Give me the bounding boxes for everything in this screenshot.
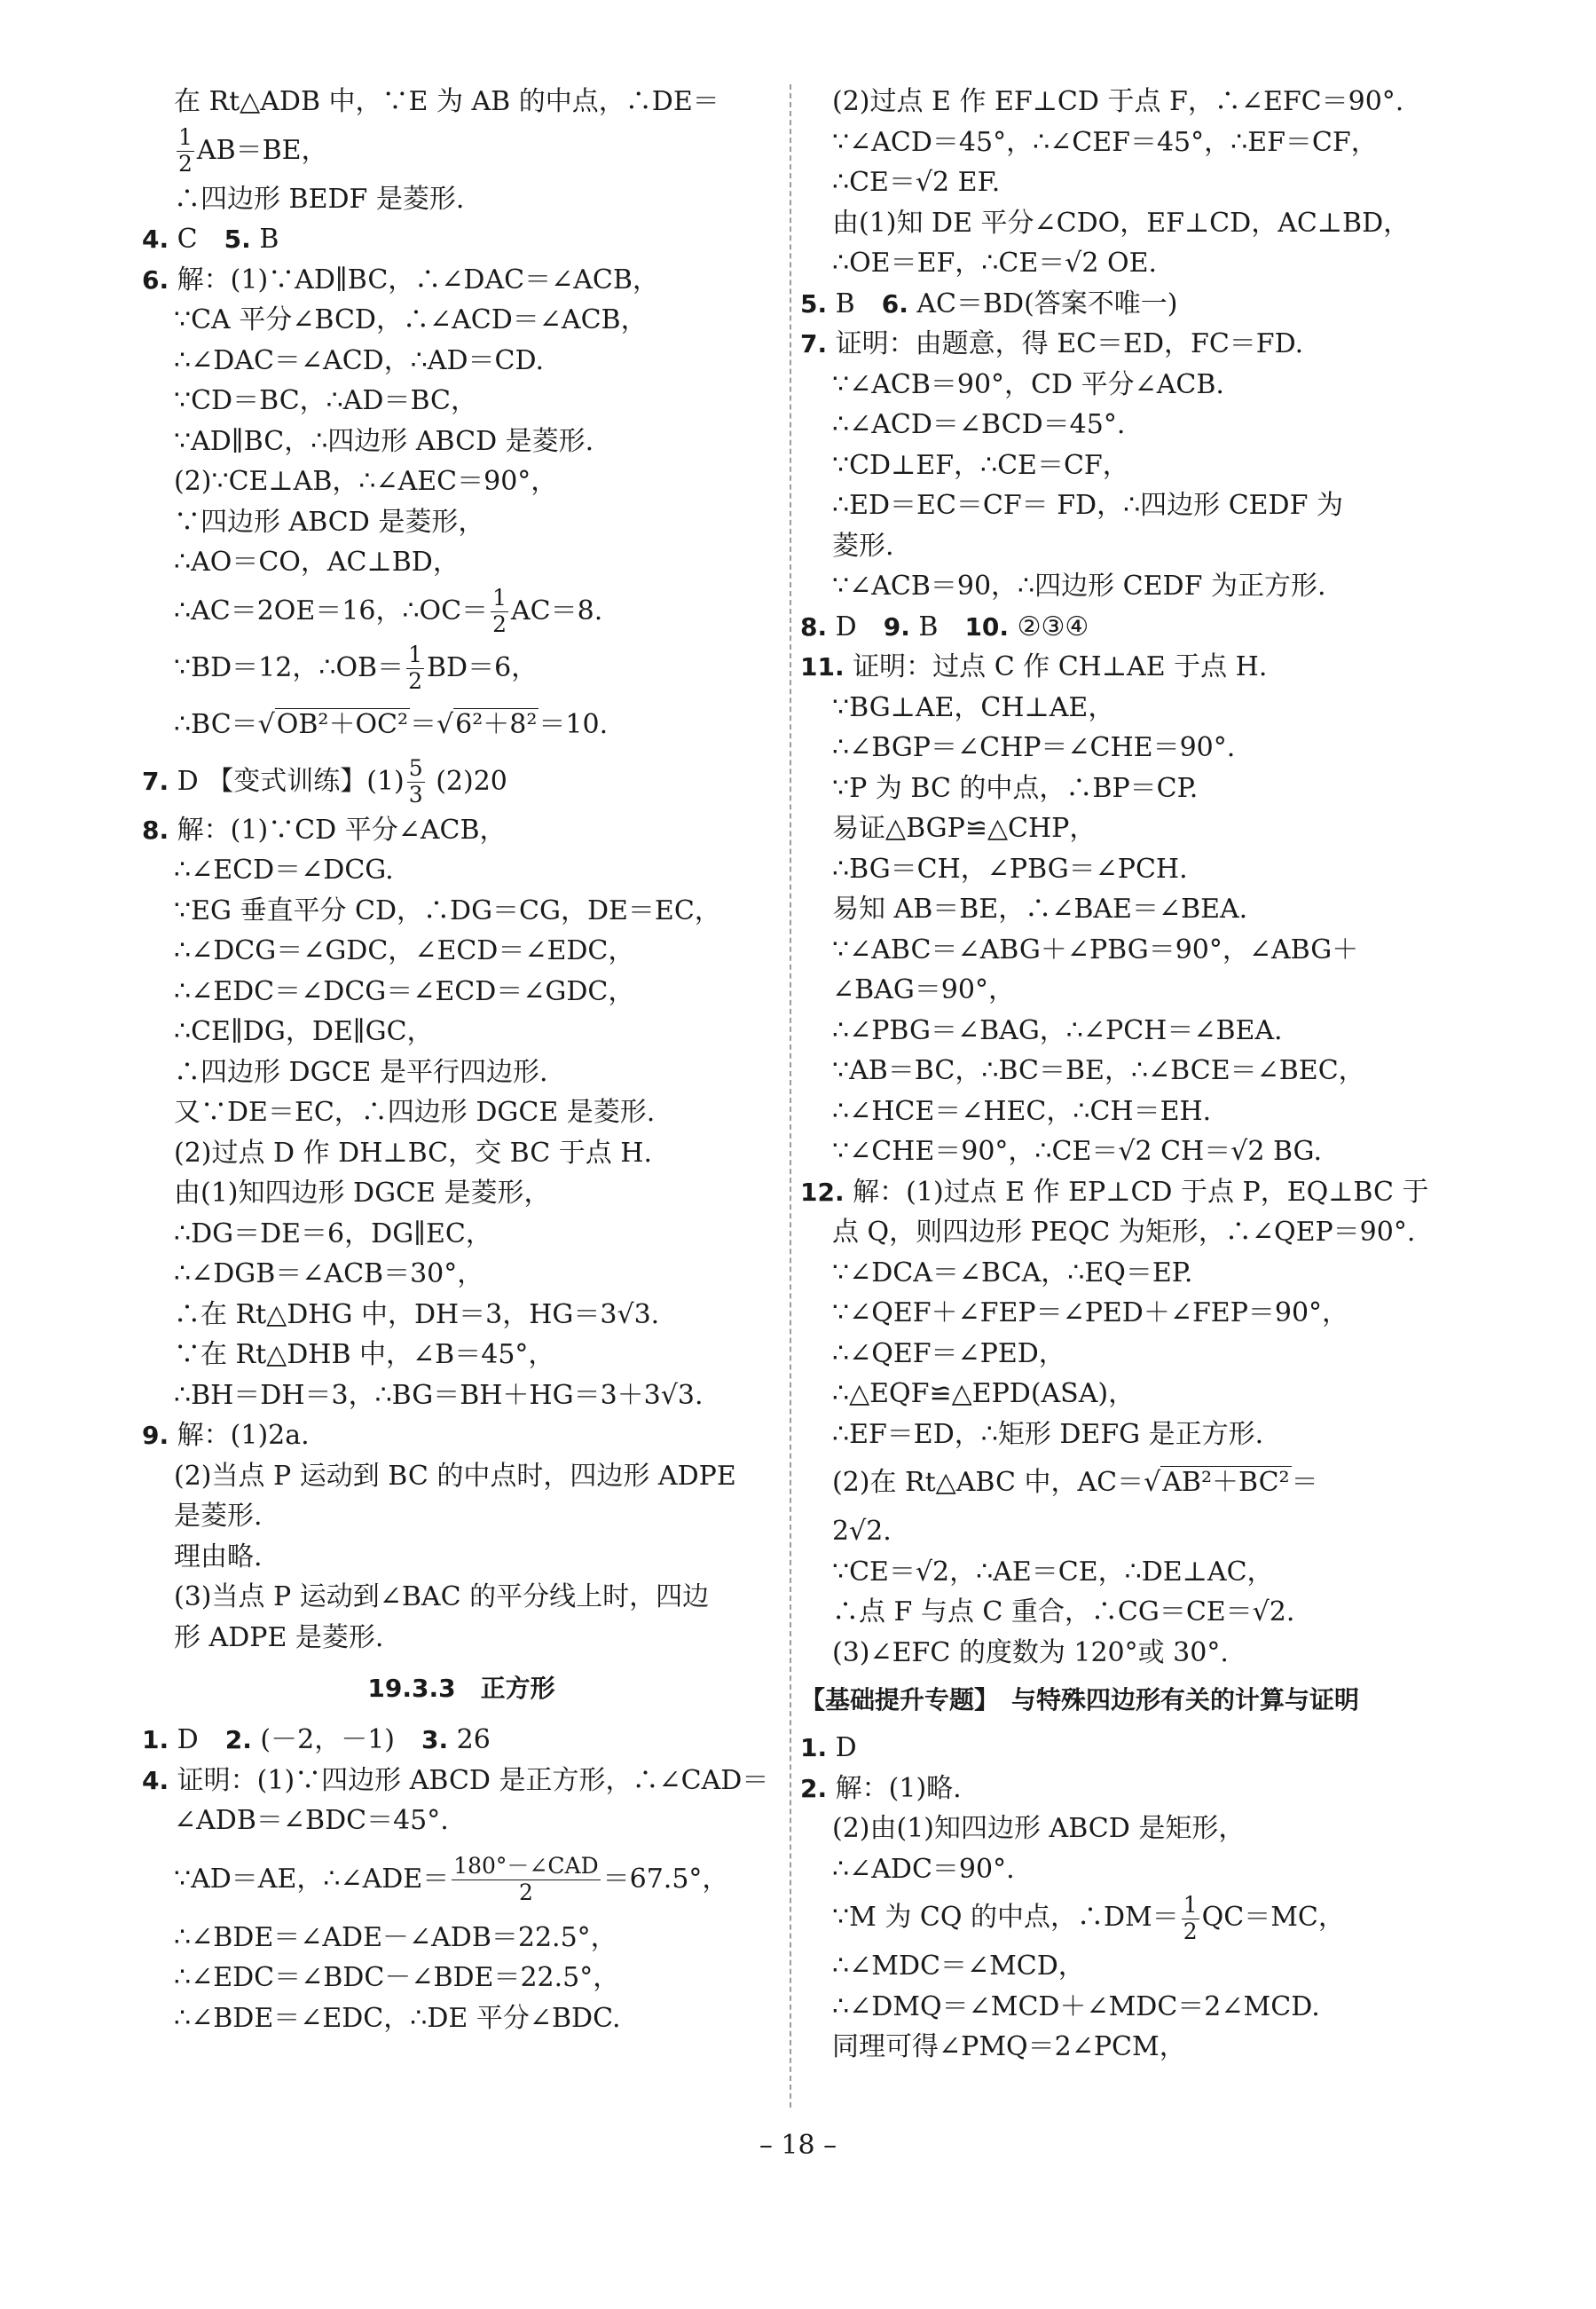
text-line: ∴∠ACD＝∠BCD＝45°. bbox=[832, 409, 1126, 440]
question-11: 11. 证明：过点 C 作 CH⊥AE 于点 H. bbox=[800, 651, 1268, 682]
text-line: ∴点 F 与点 C 重合，∴CG＝CE＝√2. bbox=[832, 1596, 1295, 1627]
text-line: (2)∵CE⊥AB，∴∠AEC＝90°， bbox=[174, 466, 558, 497]
question-7: 7. 证明：由题意，得 EC＝ED，FC＝FD. bbox=[800, 328, 1304, 359]
text-line: ∵四边形 ABCD 是菱形， bbox=[174, 506, 485, 538]
fraction: $\frac{1}{2}$ bbox=[1183, 1891, 1198, 1944]
text-line: ∵BG⊥AE，CH⊥AE， bbox=[832, 691, 1115, 723]
radical: 6²＋8² bbox=[455, 708, 538, 740]
question-12: 12. 解：(1)过点 E 作 EP⊥CD 于点 P，EQ⊥BC 于 bbox=[800, 1176, 1429, 1208]
text-line: ∴EF＝ED，∴矩形 DEFG 是正方形. bbox=[832, 1418, 1264, 1450]
text-line: ∴BG＝CH，∠PBG＝∠PCH. bbox=[832, 853, 1188, 885]
text-line: ∵∠ACB＝90°，CD 平分∠ACB. bbox=[832, 368, 1224, 400]
text-line: 在 Rt△ADB 中，∵E 为 AB 的中点，∴DE＝ bbox=[174, 86, 719, 117]
text-line: (2)过点 D 作 DH⊥BC，交 BC 于点 H. bbox=[174, 1137, 653, 1169]
fraction: $\frac{5}{3}$ bbox=[408, 755, 423, 808]
fraction: $\frac{\text{180°－∠CAD}}{2}$ bbox=[453, 1853, 599, 1905]
text-line: ∴∠ECD＝∠DCG. bbox=[174, 855, 394, 886]
text-line: ∴∠DMQ＝∠MCD＋∠MDC＝2∠MCD. bbox=[832, 1990, 1320, 2022]
text-line: (2)过点 E 作 EF⊥CD 于点 F，∴∠EFC＝90°. bbox=[832, 86, 1404, 117]
text-line: $\frac{1}{2}$ AB＝BE， bbox=[178, 124, 328, 177]
text-line: ∴∠BDE＝∠ADE－∠ADB＝22.5°， bbox=[174, 1921, 617, 1953]
text-line: 点 Q，则四边形 PEQC 为矩形，∴∠QEP＝90°. bbox=[832, 1217, 1416, 1248]
fraction: $\frac{1}{2}$ bbox=[408, 642, 422, 694]
fraction: $\frac{1}{2}$ bbox=[178, 124, 193, 177]
text-line: ∴∠QEF＝∠PED， bbox=[832, 1337, 1065, 1369]
text-line: 由(1)知 DE 平分∠CDO，EF⊥CD，AC⊥BD， bbox=[832, 207, 1411, 239]
right-column bbox=[800, 82, 1448, 2068]
section-title: 19.3.3 正方形 bbox=[367, 1674, 555, 1703]
text-line: ∴∠DGB＝∠ACB＝30°， bbox=[174, 1258, 484, 1289]
text-line: ∴BC＝√OB²＋OC²＝√6²＋8²＝10. bbox=[174, 708, 609, 740]
text-line: 是菱形. bbox=[174, 1501, 263, 1532]
question-4: 4. 证明：(1)∵四边形 ABCD 是正方形，∴∠CAD＝ bbox=[142, 1764, 769, 1796]
text-line: 易证△BGP≌△CHP， bbox=[832, 813, 1097, 844]
text-line: ∴在 Rt△DHG 中，DH＝3，HG＝3√3. bbox=[174, 1298, 660, 1330]
text-line: (3)∠EFC 的度数为 120°或 30°. bbox=[832, 1636, 1229, 1668]
answer-line: 1. D 2. (－2，－1) 3. 26 bbox=[142, 1724, 491, 1755]
text-line: ∴∠DCG＝∠GDC，∠ECD＝∠EDC， bbox=[174, 935, 635, 966]
answer-line: 4. C 5. B bbox=[142, 224, 279, 255]
text-line: ∠BAG＝90°， bbox=[832, 974, 1015, 1005]
text-line: 菱形. bbox=[832, 530, 894, 562]
text-line: 理由略. bbox=[174, 1541, 263, 1572]
text-line: ∴CE∥DG，DE∥GC， bbox=[174, 1016, 434, 1047]
text-line: ∠ADB＝∠BDC＝45°. bbox=[174, 1805, 449, 1836]
text-line: ∴∠MDC＝∠MCD， bbox=[832, 1950, 1085, 1982]
text-line: ∴CE＝√2 EF. bbox=[832, 167, 1001, 198]
answer-line: 1. D bbox=[800, 1732, 857, 1763]
text-line: ∴ED＝EC＝CF＝ FD，∴四边形 CEDF 为 bbox=[832, 490, 1343, 521]
question-2: 2. 解：(1)略. bbox=[800, 1772, 962, 1804]
radical: AB²＋BC² bbox=[1162, 1467, 1290, 1498]
text-line: ∴∠BDE＝∠EDC，∴DE 平分∠BDC. bbox=[174, 2002, 621, 2034]
text-line: 由(1)知四边形 DGCE 是菱形， bbox=[174, 1178, 551, 1209]
page-number: – 18 – bbox=[759, 2130, 837, 2161]
text-line: ∵∠CHE＝90°，∴CE＝√2 CH＝√2 BG. bbox=[832, 1136, 1322, 1167]
text-line: ∵AD∥BC，∴四边形 ABCD 是菱形. bbox=[174, 425, 594, 457]
text-line: ∵在 Rt△DHB 中，∠B＝45°， bbox=[174, 1339, 555, 1370]
text-line: ∵EG 垂直平分 CD，∴DG＝CG，DE＝EC， bbox=[174, 894, 721, 926]
text-line: (2)在 Rt△ABC 中，AC＝√AB²＋BC²＝ bbox=[832, 1467, 1318, 1498]
text-line: 形 ADPE 是菱形. bbox=[174, 1621, 384, 1653]
text-line: 同理可得∠PMQ＝2∠PCM， bbox=[832, 2031, 1186, 2062]
text-line: ∴DG＝DE＝6，DG∥EC， bbox=[174, 1218, 492, 1249]
text-line: ∵BD＝12，∴OB＝ $\frac{1}{2}$ BD＝6， bbox=[174, 642, 539, 694]
text-line: (3)当点 P 运动到∠BAC 的平分线上时，四边 bbox=[174, 1581, 710, 1612]
text-line: ∴∠DAC＝∠ACD，∴AD＝CD. bbox=[174, 344, 544, 376]
text-line: ∴∠BGP＝∠CHP＝∠CHE＝90°. bbox=[832, 732, 1236, 763]
text-line: ∴∠HCE＝∠HEC，∴CH＝EH. bbox=[832, 1095, 1212, 1127]
text-line: ∵P 为 BC 的中点，∴BP＝CP. bbox=[832, 772, 1199, 804]
question-6: 6. 解：(1)∵AD∥BC，∴∠DAC＝∠ACB， bbox=[142, 264, 659, 296]
text-line: ∵∠DCA＝∠BCA，∴EQ＝EP. bbox=[832, 1257, 1193, 1288]
text-line: ∴OE＝EF，∴CE＝√2 OE. bbox=[832, 248, 1158, 279]
text-line: ∵CE＝√2，∴AE＝CE，∴DE⊥AC， bbox=[832, 1556, 1274, 1588]
text-line: 易知 AB＝BE，∴∠BAE＝∠BEA. bbox=[832, 894, 1248, 925]
question-8: 8. 解：(1)∵CD 平分∠ACB， bbox=[142, 814, 507, 846]
column-divider bbox=[790, 84, 791, 2108]
text-line: ∴四边形 DGCE 是平行四边形. bbox=[174, 1056, 548, 1088]
fraction: $\frac{1}{2}$ bbox=[492, 585, 507, 637]
question-7: 7. D 【变式训练】(1) $\frac{5}{3}$ (2)20 bbox=[142, 755, 507, 808]
text-line: ∴∠ADC＝90°. bbox=[832, 1853, 1015, 1885]
text-line: ∴∠PBG＝∠BAG，∴∠PCH＝∠BEA. bbox=[832, 1014, 1283, 1046]
text-line: 又∵DE＝EC，∴四边形 DGCE 是菱形. bbox=[174, 1097, 656, 1128]
answer-line: 5. B 6. AC＝BD(答案不唯一) bbox=[800, 288, 1178, 319]
text-line: ∴AO＝CO，AC⊥BD， bbox=[174, 547, 460, 578]
text-line: ∵∠QEF＋∠FEP＝∠PED＋∠FEP＝90°， bbox=[832, 1297, 1349, 1328]
radical: OB²＋OC² bbox=[276, 708, 409, 740]
text-line: ∴AC＝2OE＝16，∴OC＝ $\frac{1}{2}$ AC＝8. bbox=[174, 585, 603, 637]
text-line: ∴∠EDC＝∠BDC－∠BDE＝22.5°， bbox=[174, 1962, 620, 1993]
text-line: ∵∠ACB＝90，∴四边形 CEDF 为正方形. bbox=[832, 571, 1326, 602]
text-line: ∵∠ABC＝∠ABG＋∠PBG＝90°，∠ABG＋ bbox=[832, 934, 1359, 965]
text-line: ∵CD⊥EF，∴CE＝CF， bbox=[832, 449, 1129, 481]
text-line: ∵M 为 CQ 的中点，∴DM＝ $\frac{1}{2}$ QC＝MC， bbox=[832, 1891, 1345, 1944]
text-line: ∴∠EDC＝∠DCG＝∠ECD＝∠GDC， bbox=[174, 975, 635, 1007]
text-line: ∵AB＝BC，∴BC＝BE，∴∠BCE＝∠BEC， bbox=[832, 1055, 1365, 1086]
text-line: 2√2. bbox=[832, 1516, 892, 1547]
text-line: ∵∠ACD＝45°，∴∠CEF＝45°，∴EF＝CF， bbox=[832, 126, 1378, 158]
text-line: ∵CD＝BC，∴AD＝BC， bbox=[174, 385, 478, 416]
text-line: ∴△EQF≌△EPD(ASA)， bbox=[832, 1378, 1136, 1409]
left-column bbox=[142, 82, 781, 2038]
text-line: (2)当点 P 运动到 BC 的中点时，四边形 ADPE bbox=[174, 1460, 736, 1492]
topic-title: 【基础提升专题】 与特殊四边形有关的计算与证明 bbox=[800, 1685, 1360, 1714]
text-line: ∴四边形 BEDF 是菱形. bbox=[174, 183, 465, 215]
text-line: ∵AD＝AE，∴∠ADE＝ $\frac{\text{180°－∠CAD}}{2}$ ＝67.5°， bbox=[174, 1853, 729, 1905]
text-line: (2)由(1)知四边形 ABCD 是矩形， bbox=[832, 1813, 1246, 1844]
question-9: 9. 解：(1)2a. bbox=[142, 1420, 310, 1451]
text-line: ∴BH＝DH＝3，∴BG＝BH＋HG＝3＋3√3. bbox=[174, 1379, 704, 1411]
text-line: ∵CA 平分∠BCD，∴∠ACD＝∠ACB， bbox=[174, 304, 648, 335]
answer-line: 8. D 9. B 10. ②③④ bbox=[800, 611, 1089, 642]
